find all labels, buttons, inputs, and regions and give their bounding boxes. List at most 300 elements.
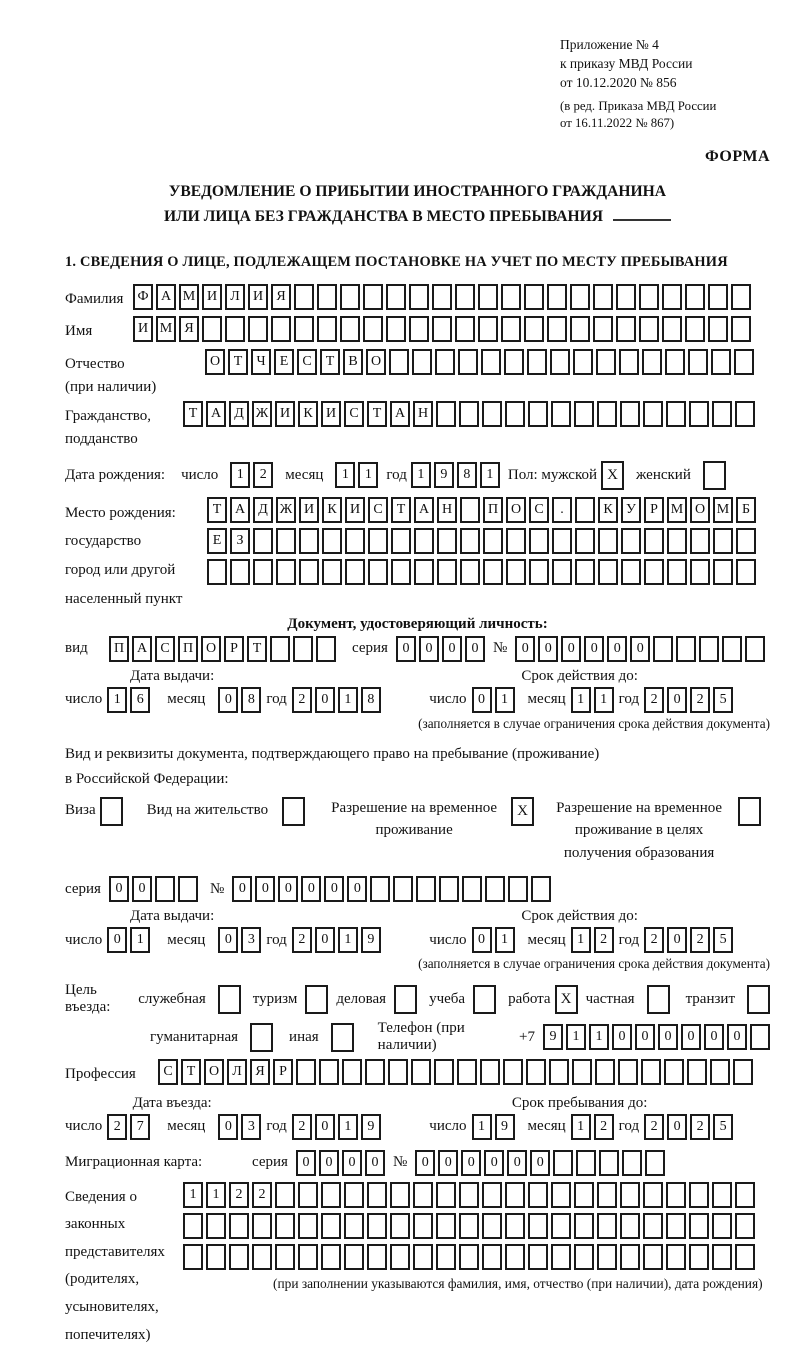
- legal-reps-cell[interactable]: [275, 1244, 295, 1270]
- residence-number-cell[interactable]: [508, 876, 528, 902]
- doc-issue-day-cell[interactable]: 1: [107, 687, 127, 713]
- citizenship-cell[interactable]: [620, 401, 640, 427]
- citizenship-cell[interactable]: [597, 401, 617, 427]
- purpose-other-checkbox[interactable]: [331, 1023, 354, 1052]
- birth-day-cell[interactable]: 2: [253, 462, 273, 488]
- given-name-cell[interactable]: [202, 316, 222, 342]
- doc-valid-day-cell[interactable]: 1: [495, 687, 515, 713]
- visa-checkbox[interactable]: [100, 797, 123, 826]
- legal-reps-cell[interactable]: [666, 1213, 686, 1239]
- purpose-business-checkbox[interactable]: [394, 985, 417, 1014]
- residence-issue-year-cell[interactable]: 2: [292, 927, 312, 953]
- patronymic-cell[interactable]: [665, 349, 685, 375]
- citizenship-cell[interactable]: Д: [229, 401, 249, 427]
- legal-reps-cell[interactable]: [413, 1213, 433, 1239]
- birth-place-cell[interactable]: [483, 528, 503, 554]
- birth-place-cell[interactable]: [713, 528, 733, 554]
- doc-kind-cell[interactable]: Т: [247, 636, 267, 662]
- birth-place-cell[interactable]: А: [230, 497, 250, 523]
- doc-number-cell[interactable]: [699, 636, 719, 662]
- legal-reps-cell[interactable]: [620, 1213, 640, 1239]
- legal-reps-cell[interactable]: [367, 1213, 387, 1239]
- legal-reps-cell[interactable]: 1: [206, 1182, 226, 1208]
- citizenship-cell[interactable]: К: [298, 401, 318, 427]
- surname-cell[interactable]: [662, 284, 682, 310]
- birth-place-cell[interactable]: [414, 559, 434, 585]
- birth-place-cell[interactable]: [391, 559, 411, 585]
- entry-day-cell[interactable]: 2: [107, 1114, 127, 1140]
- patronymic-cell[interactable]: [458, 349, 478, 375]
- phone-digit-cell[interactable]: 0: [612, 1024, 632, 1050]
- birth-place-cell[interactable]: [253, 559, 273, 585]
- legal-reps-cell[interactable]: [574, 1213, 594, 1239]
- surname-cell[interactable]: А: [156, 284, 176, 310]
- birth-place-cell[interactable]: У: [621, 497, 641, 523]
- doc-kind-cell[interactable]: О: [201, 636, 221, 662]
- doc-valid-year-cell[interactable]: 2: [690, 687, 710, 713]
- birth-place-cell[interactable]: [690, 559, 710, 585]
- birth-place-cell[interactable]: [414, 528, 434, 554]
- given-name-cell[interactable]: [455, 316, 475, 342]
- doc-series-cell[interactable]: 0: [442, 636, 462, 662]
- doc-kind-cell[interactable]: Р: [224, 636, 244, 662]
- given-name-cell[interactable]: [248, 316, 268, 342]
- profession-cell[interactable]: [342, 1059, 362, 1085]
- birth-place-cell[interactable]: И: [299, 497, 319, 523]
- given-name-cell[interactable]: [685, 316, 705, 342]
- legal-reps-cell[interactable]: [574, 1182, 594, 1208]
- legal-reps-cell[interactable]: 2: [229, 1182, 249, 1208]
- patronymic-cell[interactable]: Е: [274, 349, 294, 375]
- given-name-cell[interactable]: [271, 316, 291, 342]
- migration-series-cell[interactable]: 0: [365, 1150, 385, 1176]
- citizenship-cell[interactable]: [436, 401, 456, 427]
- legal-reps-cell[interactable]: [482, 1182, 502, 1208]
- residence-number-cell[interactable]: [485, 876, 505, 902]
- migration-series-cell[interactable]: 0: [296, 1150, 316, 1176]
- profession-cell[interactable]: [572, 1059, 592, 1085]
- legal-reps-cell[interactable]: [367, 1244, 387, 1270]
- birth-place-cell[interactable]: [552, 528, 572, 554]
- doc-number-cell[interactable]: [676, 636, 696, 662]
- birth-place-cell[interactable]: [253, 528, 273, 554]
- surname-cell[interactable]: [616, 284, 636, 310]
- residence-valid-year-cell[interactable]: 2: [644, 927, 664, 953]
- doc-issue-day-cell[interactable]: 6: [130, 687, 150, 713]
- purpose-study-checkbox[interactable]: [473, 985, 496, 1014]
- legal-reps-cell[interactable]: [620, 1244, 640, 1270]
- birth-place-cell[interactable]: [368, 528, 388, 554]
- residence-issue-year-cell[interactable]: 9: [361, 927, 381, 953]
- patronymic-cell[interactable]: О: [366, 349, 386, 375]
- legal-reps-cell[interactable]: [229, 1213, 249, 1239]
- doc-valid-month-cell[interactable]: 1: [594, 687, 614, 713]
- doc-number-cell[interactable]: [745, 636, 765, 662]
- legal-reps-cell[interactable]: [459, 1244, 479, 1270]
- surname-cell[interactable]: [455, 284, 475, 310]
- surname-cell[interactable]: [685, 284, 705, 310]
- phone-digit-cell[interactable]: 1: [589, 1024, 609, 1050]
- doc-kind-cell[interactable]: П: [178, 636, 198, 662]
- birth-place-cell[interactable]: [322, 528, 342, 554]
- profession-cell[interactable]: Т: [181, 1059, 201, 1085]
- given-name-cell[interactable]: Я: [179, 316, 199, 342]
- purpose-official-checkbox[interactable]: [218, 985, 241, 1014]
- profession-cell[interactable]: [549, 1059, 569, 1085]
- residence-series-cell[interactable]: [155, 876, 175, 902]
- birth-place-cell[interactable]: Т: [391, 497, 411, 523]
- birth-place-cell[interactable]: [322, 559, 342, 585]
- profession-cell[interactable]: [434, 1059, 454, 1085]
- legal-reps-cell[interactable]: [505, 1182, 525, 1208]
- doc-number-cell[interactable]: 0: [630, 636, 650, 662]
- birth-place-cell[interactable]: [276, 528, 296, 554]
- birth-place-cell[interactable]: К: [598, 497, 618, 523]
- profession-cell[interactable]: [687, 1059, 707, 1085]
- residence-valid-day-cell[interactable]: 0: [472, 927, 492, 953]
- purpose-tourism-checkbox[interactable]: [305, 985, 328, 1014]
- legal-reps-cell[interactable]: [735, 1182, 755, 1208]
- citizenship-cell[interactable]: [482, 401, 502, 427]
- doc-kind-cell[interactable]: [293, 636, 313, 662]
- residence-valid-month-cell[interactable]: 2: [594, 927, 614, 953]
- legal-reps-cell[interactable]: [367, 1182, 387, 1208]
- patronymic-cell[interactable]: [504, 349, 524, 375]
- citizenship-cell[interactable]: [735, 401, 755, 427]
- legal-reps-cell[interactable]: [321, 1182, 341, 1208]
- patronymic-cell[interactable]: [711, 349, 731, 375]
- birth-place-cell[interactable]: [506, 559, 526, 585]
- residence-valid-month-cell[interactable]: 1: [571, 927, 591, 953]
- given-name-cell[interactable]: [639, 316, 659, 342]
- profession-cell[interactable]: [503, 1059, 523, 1085]
- residence-issue-year-cell[interactable]: 0: [315, 927, 335, 953]
- patronymic-cell[interactable]: [550, 349, 570, 375]
- birth-place-cell[interactable]: [391, 528, 411, 554]
- doc-issue-month-cell[interactable]: 8: [241, 687, 261, 713]
- citizenship-cell[interactable]: Ж: [252, 401, 272, 427]
- surname-cell[interactable]: [294, 284, 314, 310]
- citizenship-cell[interactable]: Т: [183, 401, 203, 427]
- legal-reps-cell[interactable]: [712, 1244, 732, 1270]
- birth-year-cell[interactable]: 8: [457, 462, 477, 488]
- birth-year-cell[interactable]: 9: [434, 462, 454, 488]
- residence-valid-year-cell[interactable]: 2: [690, 927, 710, 953]
- doc-number-cell[interactable]: 0: [584, 636, 604, 662]
- legal-reps-cell[interactable]: 2: [252, 1182, 272, 1208]
- purpose-work-checkbox[interactable]: X: [555, 985, 578, 1014]
- doc-number-cell[interactable]: 0: [607, 636, 627, 662]
- birth-day-cell[interactable]: 1: [230, 462, 250, 488]
- citizenship-cell[interactable]: [459, 401, 479, 427]
- profession-cell[interactable]: [296, 1059, 316, 1085]
- residence-number-cell[interactable]: [462, 876, 482, 902]
- phone-digit-cell[interactable]: 1: [566, 1024, 586, 1050]
- stay-year-cell[interactable]: 2: [690, 1114, 710, 1140]
- birth-place-cell[interactable]: П: [483, 497, 503, 523]
- doc-issue-year-cell[interactable]: 0: [315, 687, 335, 713]
- edu-permit-checkbox[interactable]: [738, 797, 761, 826]
- purpose-private-checkbox[interactable]: [647, 985, 670, 1014]
- birth-place-cell[interactable]: [667, 559, 687, 585]
- doc-issue-year-cell[interactable]: 8: [361, 687, 381, 713]
- birth-place-cell[interactable]: [575, 528, 595, 554]
- given-name-cell[interactable]: [478, 316, 498, 342]
- patronymic-cell[interactable]: В: [343, 349, 363, 375]
- residence-number-cell[interactable]: 0: [347, 876, 367, 902]
- given-name-cell[interactable]: [593, 316, 613, 342]
- stay-day-cell[interactable]: 9: [495, 1114, 515, 1140]
- legal-reps-cell[interactable]: [298, 1244, 318, 1270]
- profession-cell[interactable]: [388, 1059, 408, 1085]
- female-checkbox[interactable]: [703, 461, 726, 490]
- patronymic-cell[interactable]: [596, 349, 616, 375]
- doc-issue-month-cell[interactable]: 0: [218, 687, 238, 713]
- legal-reps-cell[interactable]: [689, 1182, 709, 1208]
- surname-cell[interactable]: [708, 284, 728, 310]
- birth-place-cell[interactable]: Е: [207, 528, 227, 554]
- migration-series-cell[interactable]: 0: [319, 1150, 339, 1176]
- birth-place-cell[interactable]: [460, 497, 480, 523]
- doc-number-cell[interactable]: 0: [561, 636, 581, 662]
- legal-reps-cell[interactable]: [597, 1182, 617, 1208]
- doc-series-cell[interactable]: 0: [465, 636, 485, 662]
- entry-month-cell[interactable]: 3: [241, 1114, 261, 1140]
- birth-place-cell[interactable]: [276, 559, 296, 585]
- doc-series-cell[interactable]: 0: [419, 636, 439, 662]
- profession-cell[interactable]: С: [158, 1059, 178, 1085]
- stay-month-cell[interactable]: 1: [571, 1114, 591, 1140]
- legal-reps-cell[interactable]: [390, 1244, 410, 1270]
- residence-number-cell[interactable]: [370, 876, 390, 902]
- profession-cell[interactable]: Я: [250, 1059, 270, 1085]
- legal-reps-cell[interactable]: [413, 1244, 433, 1270]
- legal-reps-cell[interactable]: [459, 1182, 479, 1208]
- patronymic-cell[interactable]: [573, 349, 593, 375]
- profession-cell[interactable]: [457, 1059, 477, 1085]
- residence-number-cell[interactable]: 0: [255, 876, 275, 902]
- birth-place-cell[interactable]: А: [414, 497, 434, 523]
- birth-place-cell[interactable]: [575, 559, 595, 585]
- phone-digit-cell[interactable]: 0: [681, 1024, 701, 1050]
- patronymic-cell[interactable]: Т: [228, 349, 248, 375]
- legal-reps-cell[interactable]: 1: [183, 1182, 203, 1208]
- birth-place-cell[interactable]: [667, 528, 687, 554]
- surname-cell[interactable]: [409, 284, 429, 310]
- patronymic-cell[interactable]: [527, 349, 547, 375]
- surname-cell[interactable]: М: [179, 284, 199, 310]
- doc-issue-year-cell[interactable]: 1: [338, 687, 358, 713]
- birth-place-cell[interactable]: С: [368, 497, 388, 523]
- patronymic-cell[interactable]: Т: [320, 349, 340, 375]
- legal-reps-cell[interactable]: [735, 1244, 755, 1270]
- legal-reps-cell[interactable]: [643, 1182, 663, 1208]
- legal-reps-cell[interactable]: [298, 1213, 318, 1239]
- doc-kind-cell[interactable]: П: [109, 636, 129, 662]
- birth-month-cell[interactable]: 1: [335, 462, 355, 488]
- legal-reps-cell[interactable]: [620, 1182, 640, 1208]
- doc-valid-year-cell[interactable]: 2: [644, 687, 664, 713]
- citizenship-cell[interactable]: Н: [413, 401, 433, 427]
- legal-reps-cell[interactable]: [390, 1213, 410, 1239]
- birth-place-cell[interactable]: [598, 559, 618, 585]
- birth-place-cell[interactable]: [345, 559, 365, 585]
- profession-cell[interactable]: О: [204, 1059, 224, 1085]
- birth-place-cell[interactable]: .: [552, 497, 572, 523]
- given-name-cell[interactable]: [340, 316, 360, 342]
- surname-cell[interactable]: [432, 284, 452, 310]
- surname-cell[interactable]: [731, 284, 751, 310]
- legal-reps-cell[interactable]: [436, 1182, 456, 1208]
- legal-reps-cell[interactable]: [344, 1244, 364, 1270]
- birth-place-cell[interactable]: [230, 559, 250, 585]
- doc-series-cell[interactable]: 0: [396, 636, 416, 662]
- surname-cell[interactable]: [363, 284, 383, 310]
- surname-cell[interactable]: [593, 284, 613, 310]
- birth-place-cell[interactable]: О: [690, 497, 710, 523]
- given-name-cell[interactable]: [570, 316, 590, 342]
- entry-year-cell[interactable]: 9: [361, 1114, 381, 1140]
- residence-issue-day-cell[interactable]: 0: [107, 927, 127, 953]
- surname-cell[interactable]: [501, 284, 521, 310]
- residence-series-cell[interactable]: 0: [132, 876, 152, 902]
- given-name-cell[interactable]: [708, 316, 728, 342]
- citizenship-cell[interactable]: [643, 401, 663, 427]
- residence-valid-day-cell[interactable]: 1: [495, 927, 515, 953]
- doc-valid-year-cell[interactable]: 0: [667, 687, 687, 713]
- legal-reps-cell[interactable]: [275, 1213, 295, 1239]
- surname-cell[interactable]: Л: [225, 284, 245, 310]
- profession-cell[interactable]: [319, 1059, 339, 1085]
- patronymic-cell[interactable]: [642, 349, 662, 375]
- surname-cell[interactable]: [478, 284, 498, 310]
- entry-year-cell[interactable]: 2: [292, 1114, 312, 1140]
- doc-kind-cell[interactable]: [316, 636, 336, 662]
- given-name-cell[interactable]: [225, 316, 245, 342]
- given-name-cell[interactable]: [386, 316, 406, 342]
- residence-valid-year-cell[interactable]: 5: [713, 927, 733, 953]
- legal-reps-cell[interactable]: [344, 1213, 364, 1239]
- migration-number-cell[interactable]: 0: [507, 1150, 527, 1176]
- residence-valid-year-cell[interactable]: 0: [667, 927, 687, 953]
- residence-issue-month-cell[interactable]: 0: [218, 927, 238, 953]
- surname-cell[interactable]: [386, 284, 406, 310]
- legal-reps-cell[interactable]: [436, 1213, 456, 1239]
- birth-place-cell[interactable]: С: [529, 497, 549, 523]
- temp-permit-checkbox[interactable]: X: [511, 797, 534, 826]
- purpose-humanitarian-checkbox[interactable]: [250, 1023, 273, 1052]
- profession-cell[interactable]: Л: [227, 1059, 247, 1085]
- legal-reps-cell[interactable]: [321, 1244, 341, 1270]
- surname-cell[interactable]: [547, 284, 567, 310]
- legal-reps-cell[interactable]: [574, 1244, 594, 1270]
- given-name-cell[interactable]: [547, 316, 567, 342]
- citizenship-cell[interactable]: [574, 401, 594, 427]
- legal-reps-cell[interactable]: [482, 1244, 502, 1270]
- residence-number-cell[interactable]: 0: [232, 876, 252, 902]
- doc-number-cell[interactable]: [653, 636, 673, 662]
- citizenship-cell[interactable]: [505, 401, 525, 427]
- doc-number-cell[interactable]: 0: [538, 636, 558, 662]
- patronymic-cell[interactable]: [688, 349, 708, 375]
- citizenship-cell[interactable]: [712, 401, 732, 427]
- given-name-cell[interactable]: [731, 316, 751, 342]
- citizenship-cell[interactable]: С: [344, 401, 364, 427]
- birth-place-cell[interactable]: [529, 528, 549, 554]
- profession-cell[interactable]: [618, 1059, 638, 1085]
- citizenship-cell[interactable]: И: [275, 401, 295, 427]
- surname-cell[interactable]: Ф: [133, 284, 153, 310]
- legal-reps-cell[interactable]: [643, 1213, 663, 1239]
- birth-place-cell[interactable]: Т: [207, 497, 227, 523]
- residence-number-cell[interactable]: [439, 876, 459, 902]
- legal-reps-cell[interactable]: [689, 1244, 709, 1270]
- given-name-cell[interactable]: [294, 316, 314, 342]
- legal-reps-cell[interactable]: [551, 1182, 571, 1208]
- legal-reps-cell[interactable]: [252, 1213, 272, 1239]
- legal-reps-cell[interactable]: [712, 1182, 732, 1208]
- surname-cell[interactable]: Я: [271, 284, 291, 310]
- patronymic-cell[interactable]: [389, 349, 409, 375]
- patronymic-cell[interactable]: О: [205, 349, 225, 375]
- birth-place-cell[interactable]: [483, 559, 503, 585]
- given-name-cell[interactable]: [317, 316, 337, 342]
- citizenship-cell[interactable]: А: [206, 401, 226, 427]
- given-name-cell[interactable]: [409, 316, 429, 342]
- migration-number-cell[interactable]: 0: [530, 1150, 550, 1176]
- birth-place-cell[interactable]: Б: [736, 497, 756, 523]
- migration-number-cell[interactable]: 0: [484, 1150, 504, 1176]
- profession-cell[interactable]: [480, 1059, 500, 1085]
- legal-reps-cell[interactable]: [666, 1182, 686, 1208]
- entry-year-cell[interactable]: 0: [315, 1114, 335, 1140]
- migration-number-cell[interactable]: 0: [461, 1150, 481, 1176]
- profession-cell[interactable]: [641, 1059, 661, 1085]
- residence-number-cell[interactable]: [393, 876, 413, 902]
- birth-place-cell[interactable]: З: [230, 528, 250, 554]
- doc-number-cell[interactable]: [722, 636, 742, 662]
- stay-year-cell[interactable]: 5: [713, 1114, 733, 1140]
- patronymic-cell[interactable]: [412, 349, 432, 375]
- doc-valid-year-cell[interactable]: 5: [713, 687, 733, 713]
- legal-reps-cell[interactable]: [183, 1213, 203, 1239]
- residence-series-cell[interactable]: [178, 876, 198, 902]
- legal-reps-cell[interactable]: [459, 1213, 479, 1239]
- birth-place-cell[interactable]: [713, 559, 733, 585]
- patronymic-cell[interactable]: [435, 349, 455, 375]
- legal-reps-cell[interactable]: [344, 1182, 364, 1208]
- phone-digit-cell[interactable]: 0: [727, 1024, 747, 1050]
- legal-reps-cell[interactable]: [597, 1213, 617, 1239]
- birth-place-cell[interactable]: И: [345, 497, 365, 523]
- legal-reps-cell[interactable]: [551, 1244, 571, 1270]
- birth-place-cell[interactable]: [437, 528, 457, 554]
- legal-reps-cell[interactable]: [482, 1213, 502, 1239]
- phone-digit-cell[interactable]: 0: [658, 1024, 678, 1050]
- patronymic-cell[interactable]: С: [297, 349, 317, 375]
- birth-place-cell[interactable]: [621, 559, 641, 585]
- given-name-cell[interactable]: [616, 316, 636, 342]
- legal-reps-cell[interactable]: [436, 1244, 456, 1270]
- legal-reps-cell[interactable]: [183, 1244, 203, 1270]
- stay-day-cell[interactable]: 1: [472, 1114, 492, 1140]
- legal-reps-cell[interactable]: [597, 1244, 617, 1270]
- surname-cell[interactable]: И: [202, 284, 222, 310]
- birth-place-cell[interactable]: [207, 559, 227, 585]
- migration-series-cell[interactable]: 0: [342, 1150, 362, 1176]
- residence-number-cell[interactable]: [531, 876, 551, 902]
- phone-digit-cell[interactable]: 9: [543, 1024, 563, 1050]
